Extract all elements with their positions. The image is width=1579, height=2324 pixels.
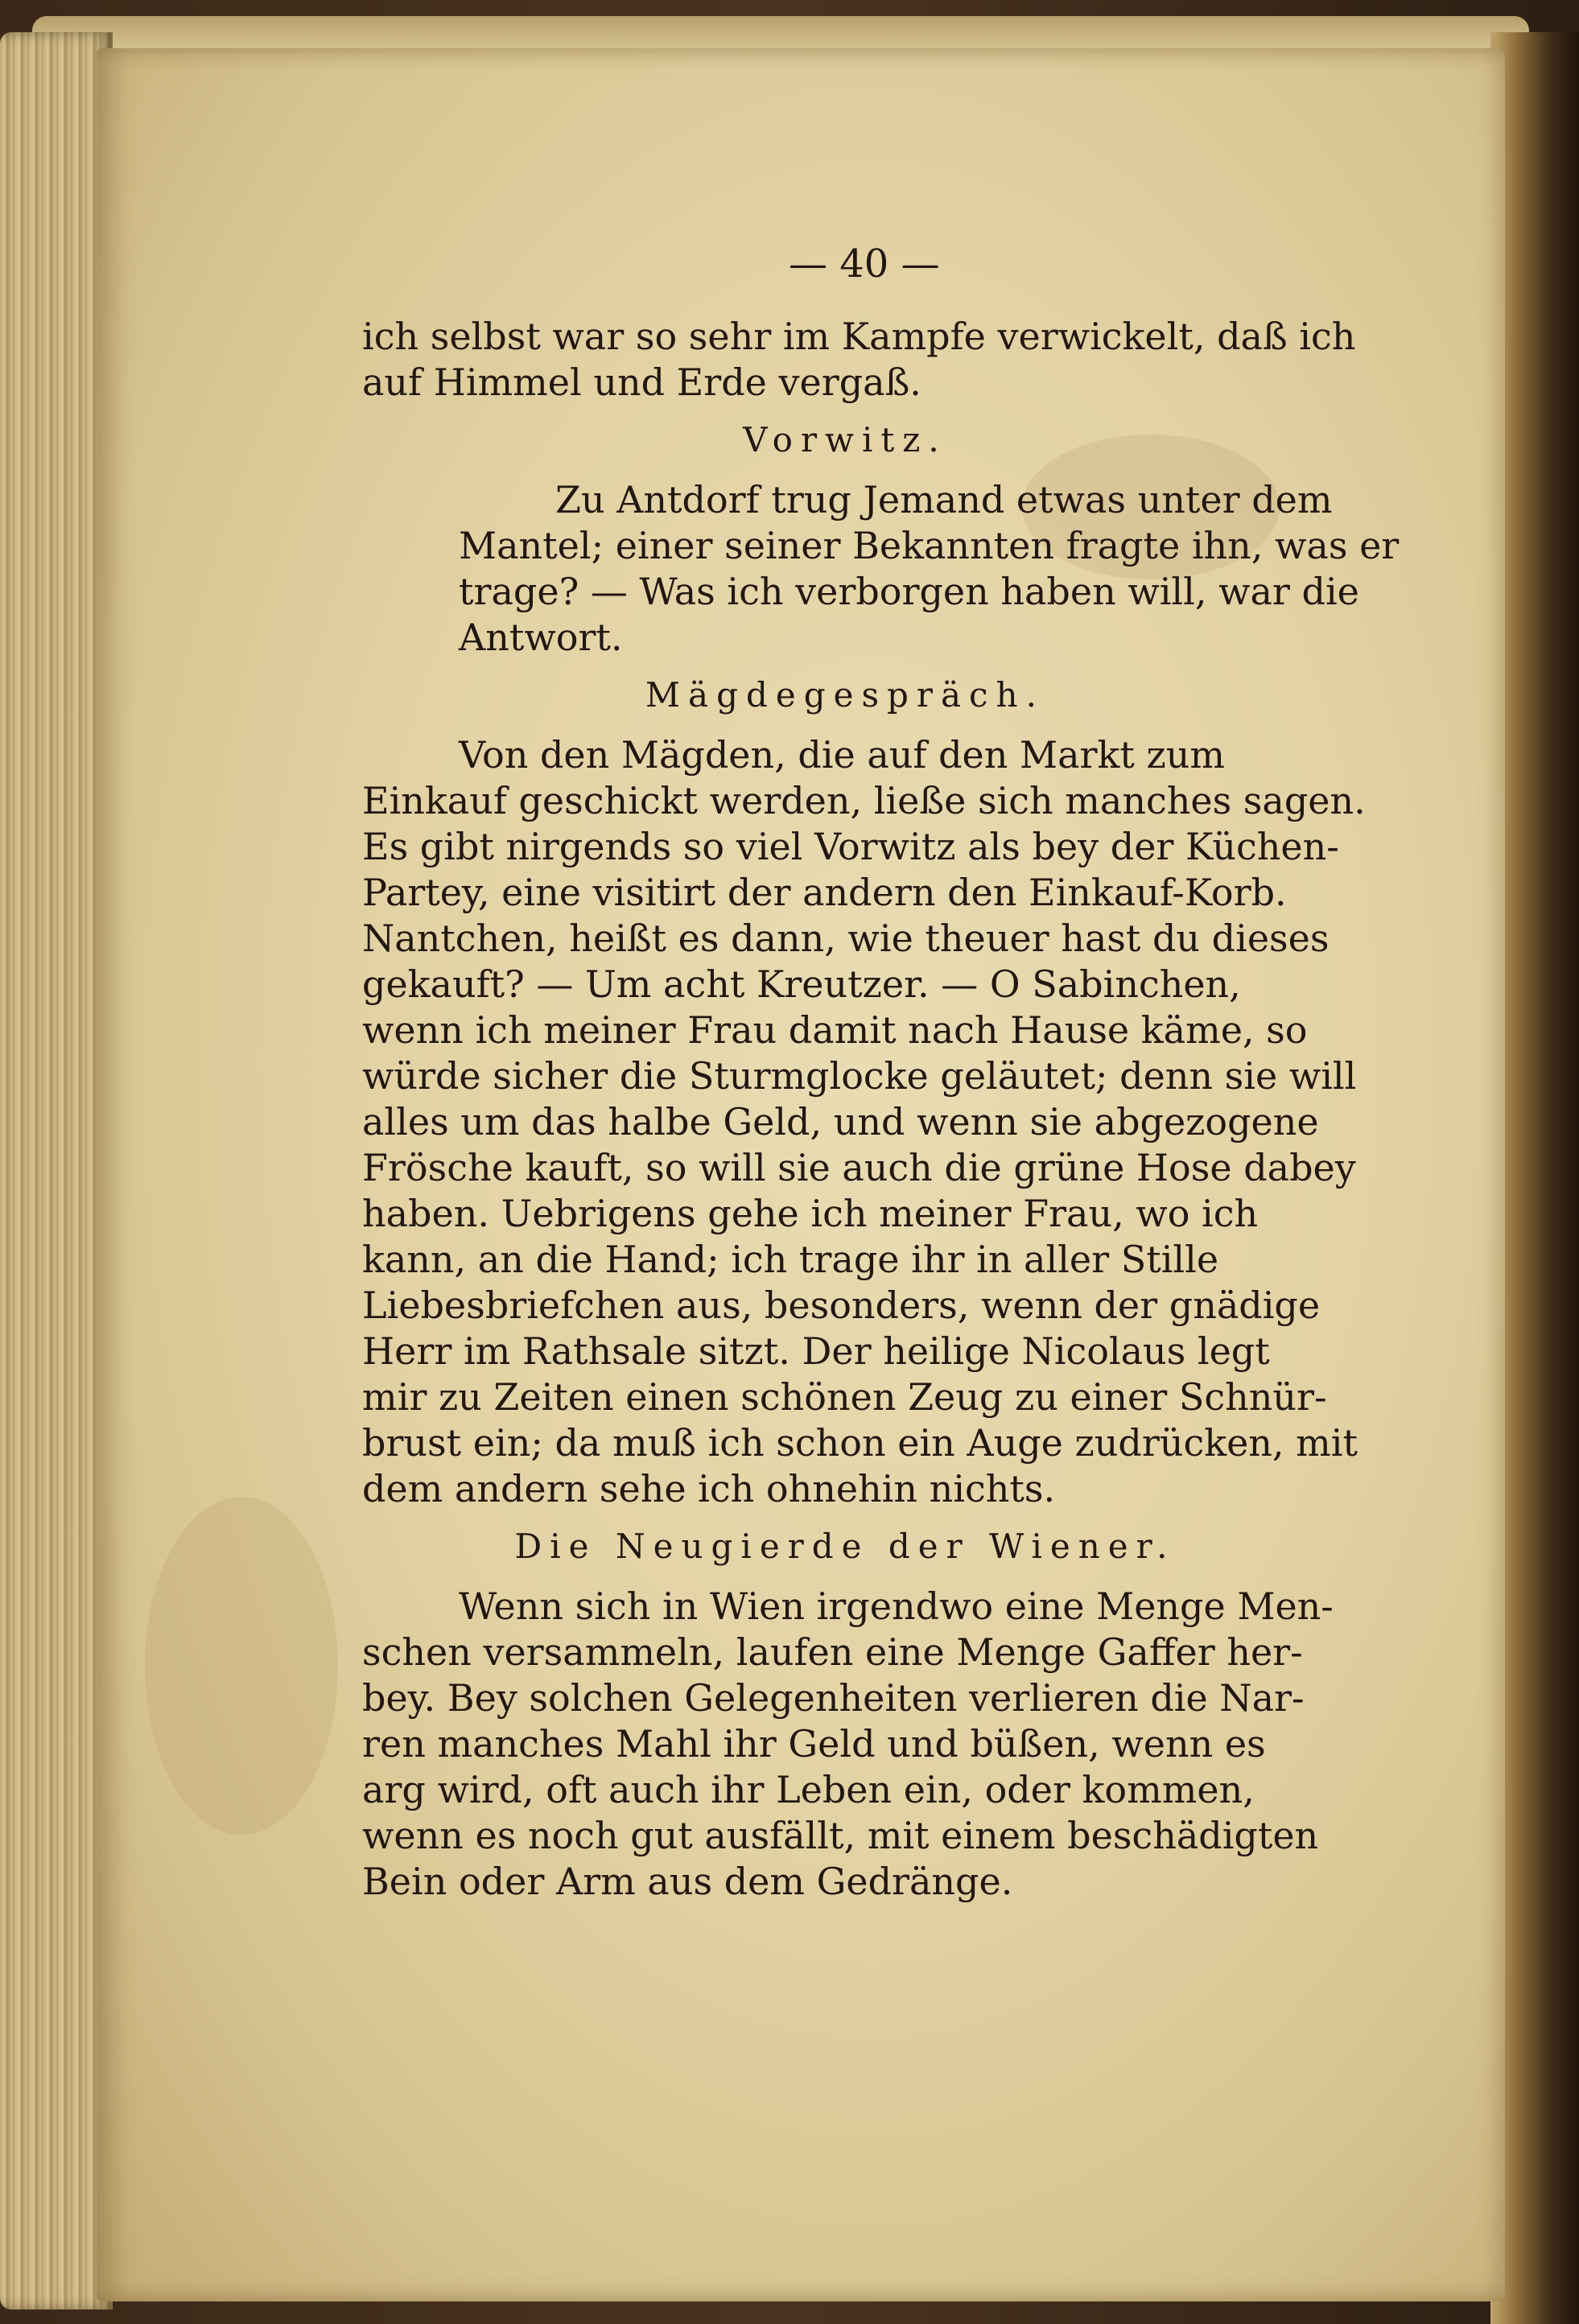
- paragraph: [362, 732, 1366, 1512]
- text-line: Mantel; einer seiner Bekannten fragte ihn, was er: [459, 524, 1400, 567]
- page-edges-left: [0, 32, 113, 2310]
- text-line: Einkauf geschickt werden, ließe sich manches sagen.: [362, 779, 1366, 822]
- text-line: arg wird, oft auch ihr Leben ein, oder kommen,: [362, 1768, 1255, 1811]
- text-line: Liebesbriefchen aus, besonders, wenn der gnädige: [362, 1284, 1321, 1327]
- paragraph: [362, 477, 1400, 661]
- text-line: mir zu Zeiten einen schönen Zeug zu einer Schnür-: [362, 1375, 1327, 1419]
- text-line: Herr im Rathsale sitzt. Der heilige Nicolaus legt: [362, 1329, 1270, 1373]
- text-line: alles um das halbe Geld, und wenn sie abgezogene: [362, 1100, 1319, 1143]
- text-line: Wenn sich in Wien irgendwo eine Menge Men-: [459, 1584, 1334, 1628]
- text-line: gekauft? — Um acht Kreutzer. — O Sabinchen,: [362, 962, 1241, 1006]
- text-line: Nantchen, heißt es dann, wie theuer hast du dieses: [362, 917, 1330, 960]
- text-line: auf Himmel und Erde vergaß.: [362, 361, 921, 404]
- text-line: bey. Bey solchen Gelegenheiten verlieren die Nar-: [362, 1676, 1305, 1720]
- paragraph: [362, 1584, 1334, 1905]
- text-line: wenn ich meiner Frau damit nach Hause käme, so: [362, 1008, 1308, 1052]
- section-heading: Vorwitz.: [743, 420, 947, 459]
- paper-stain: [145, 1497, 338, 1835]
- text-line: ich selbst war so sehr im Kampfe verwickelt, daß ich: [362, 315, 1356, 358]
- text-line: Es gibt nirgends so viel Vorwitz als bey der Küchen-: [362, 825, 1339, 868]
- text-line: würde sicher die Sturmglocke geläutet; denn sie will: [362, 1054, 1357, 1098]
- section-heading: Mägdegespräch.: [645, 675, 1045, 715]
- text-line: kann, an die Hand; ich trage ihr in aller Stille: [362, 1238, 1219, 1281]
- text-line: haben. Uebrigens gehe ich meiner Frau, wo ich: [362, 1192, 1259, 1235]
- page-text: [362, 233, 1400, 1905]
- page-number: — 40 —: [789, 241, 940, 286]
- text-line: schen versammeln, laufen eine Menge Gaffer her-: [362, 1630, 1303, 1674]
- text-line: Partey, eine visitirt der andern den Einkauf-Korb.: [362, 871, 1287, 914]
- text-line: wenn es noch gut ausfällt, mit einem beschädigten: [362, 1814, 1319, 1857]
- text-line: ren manches Mahl ihr Geld und büßen, wenn es: [362, 1722, 1266, 1766]
- text-line: Von den Mägden, die auf den Markt zum: [459, 733, 1225, 777]
- text-line: Bein oder Arm aus dem Gedränge.: [362, 1860, 1013, 1903]
- text-line: Antwort.: [459, 616, 623, 659]
- text-line: trage? — Was ich verborgen haben will, war die: [459, 570, 1359, 613]
- paragraph-continuation: [362, 314, 1356, 406]
- text-line: Zu Antdorf trug Jemand etwas unter dem: [555, 478, 1333, 521]
- text-line: dem andern sehe ich ohnehin nichts.: [362, 1467, 1056, 1510]
- text-line: brust ein; da muß ich schon ein Auge zudrücken, mit: [362, 1421, 1358, 1465]
- text-line: Frösche kauft, so will sie auch die grüne Hose dabey: [362, 1146, 1356, 1189]
- section-heading: Die Neugierde der Wiener.: [514, 1527, 1176, 1566]
